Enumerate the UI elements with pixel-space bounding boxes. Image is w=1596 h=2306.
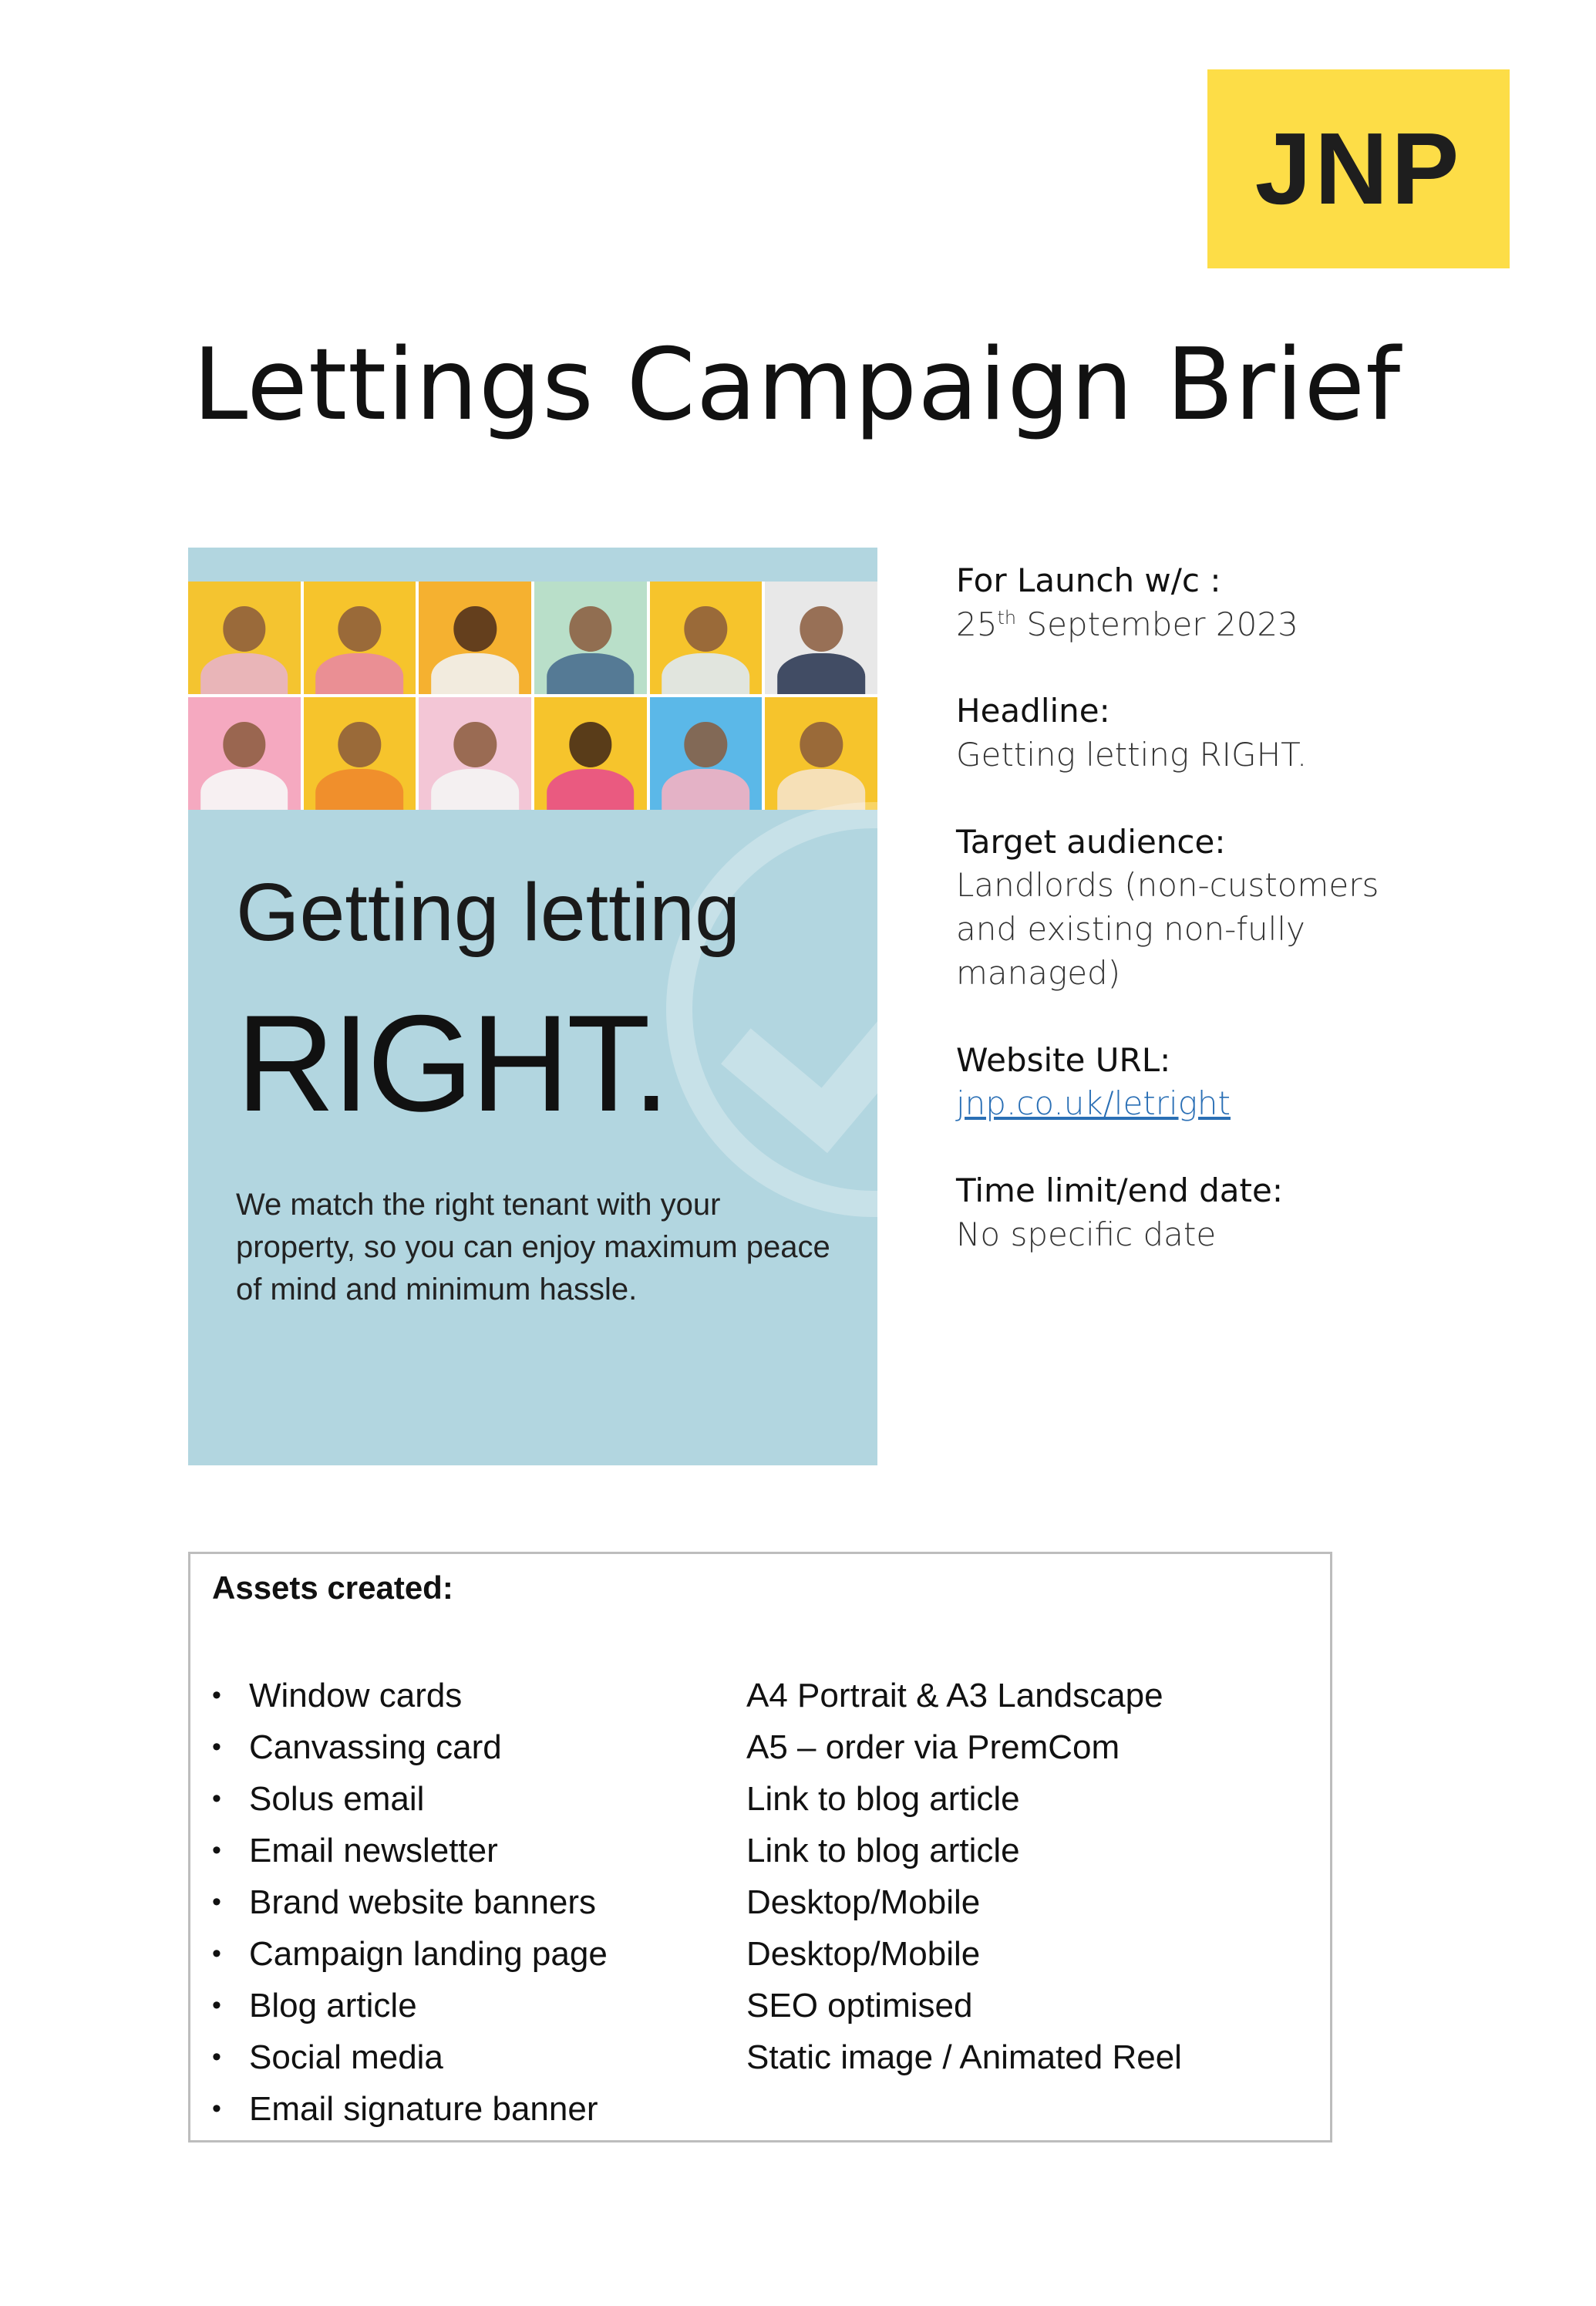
bullet-icon: • — [212, 1939, 221, 1968]
end-date-value: No specific date — [956, 1215, 1217, 1253]
photo-tile — [650, 697, 763, 810]
end-date-label: Time limit/end date: — [956, 1171, 1283, 1209]
asset-name: Email signature banner — [249, 2089, 598, 2128]
launch-date — [956, 603, 1388, 647]
list-item — [212, 1721, 1307, 1773]
bullet-icon: • — [212, 1732, 221, 1762]
asset-name: Canvassing card — [249, 1728, 502, 1766]
asset-name: Brand website banners — [249, 1883, 597, 1921]
audience-label: Target audience: — [956, 822, 1226, 861]
asset-name: Window cards — [249, 1676, 463, 1714]
poster-body-text: We match the right tenant with your property, so you can enjoy maximum peace of mind and minimum hassle. — [236, 1188, 830, 1307]
launch-block — [956, 559, 1388, 646]
asset-detail: Desktop/Mobile — [746, 1883, 981, 1921]
list-item — [212, 2031, 1307, 2083]
list-item — [212, 1773, 1307, 1825]
url-label: Website URL: — [956, 1040, 1171, 1079]
list-item — [212, 2083, 1307, 2135]
assets-box — [188, 1552, 1332, 2142]
bullet-icon: • — [212, 1887, 221, 1917]
asset-detail: Desktop/Mobile — [746, 1934, 981, 1973]
list-item — [212, 1825, 1307, 1876]
poster-headline-line1: Getting letting — [236, 867, 741, 958]
assets-list — [212, 1670, 1307, 2135]
brief-details — [956, 559, 1388, 1300]
website-url-link[interactable]: jnp.co.uk/letright — [956, 1084, 1231, 1123]
photo-tile — [765, 697, 877, 810]
photo-tile — [304, 582, 416, 694]
photo-tile — [188, 582, 301, 694]
photo-tile — [765, 582, 877, 694]
photo-tile — [188, 697, 301, 810]
headline-block — [956, 689, 1388, 777]
headline-value: Getting letting RIGHT. — [956, 736, 1308, 774]
asset-name: Blog article — [249, 1986, 417, 2024]
bullet-icon: • — [212, 2094, 221, 2123]
jnp-logo — [1207, 69, 1510, 268]
bullet-icon: • — [212, 1991, 221, 2020]
list-item — [212, 1980, 1307, 2031]
photo-tile — [304, 697, 416, 810]
list-item — [212, 1928, 1307, 1980]
list-item — [212, 1876, 1307, 1928]
list-item — [212, 1670, 1307, 1721]
bullet-icon: • — [212, 1836, 221, 1865]
asset-name: Email newsletter — [249, 1831, 498, 1869]
assets-title: Assets created: — [212, 1569, 453, 1606]
audience-value: Landlords (non-customers and existing non-fully managed) — [956, 866, 1379, 992]
url-block — [956, 1039, 1388, 1126]
campaign-poster — [188, 548, 877, 1465]
launch-day: 25 — [956, 605, 998, 643]
launch-label: For Launch w/c : — [956, 561, 1221, 599]
asset-detail: SEO optimised — [746, 1986, 973, 2024]
asset-detail: Link to blog article — [746, 1779, 1020, 1818]
asset-detail: Static image / Animated Reel — [746, 2038, 1182, 2076]
bullet-icon: • — [212, 1681, 221, 1710]
audience-block — [956, 821, 1388, 996]
asset-name: Social media — [249, 2038, 443, 2076]
photo-tile — [534, 697, 647, 810]
asset-name: Solus email — [249, 1779, 425, 1818]
headline-label: Headline: — [956, 692, 1110, 730]
launch-month-year: September 2023 — [1016, 605, 1298, 643]
asset-detail: A4 Portrait & A3 Landscape — [746, 1676, 1163, 1714]
photo-tile — [419, 582, 531, 694]
asset-name: Campaign landing page — [249, 1934, 608, 1973]
photo-tile — [650, 582, 763, 694]
photo-grid — [188, 582, 877, 810]
photo-tile — [534, 582, 647, 694]
photo-tile — [419, 697, 531, 810]
page-title: Lettings Campaign Brief — [193, 328, 1402, 443]
asset-detail: Link to blog article — [746, 1831, 1020, 1869]
logo-text: JNP — [1254, 112, 1463, 225]
bullet-icon: • — [212, 1784, 221, 1813]
end-date-block — [956, 1169, 1388, 1256]
bullet-icon: • — [212, 2042, 221, 2072]
poster-headline-line2: RIGHT. — [236, 986, 668, 1140]
asset-detail: A5 – order via PremCom — [746, 1728, 1120, 1766]
launch-day-suffix: th — [997, 606, 1017, 629]
